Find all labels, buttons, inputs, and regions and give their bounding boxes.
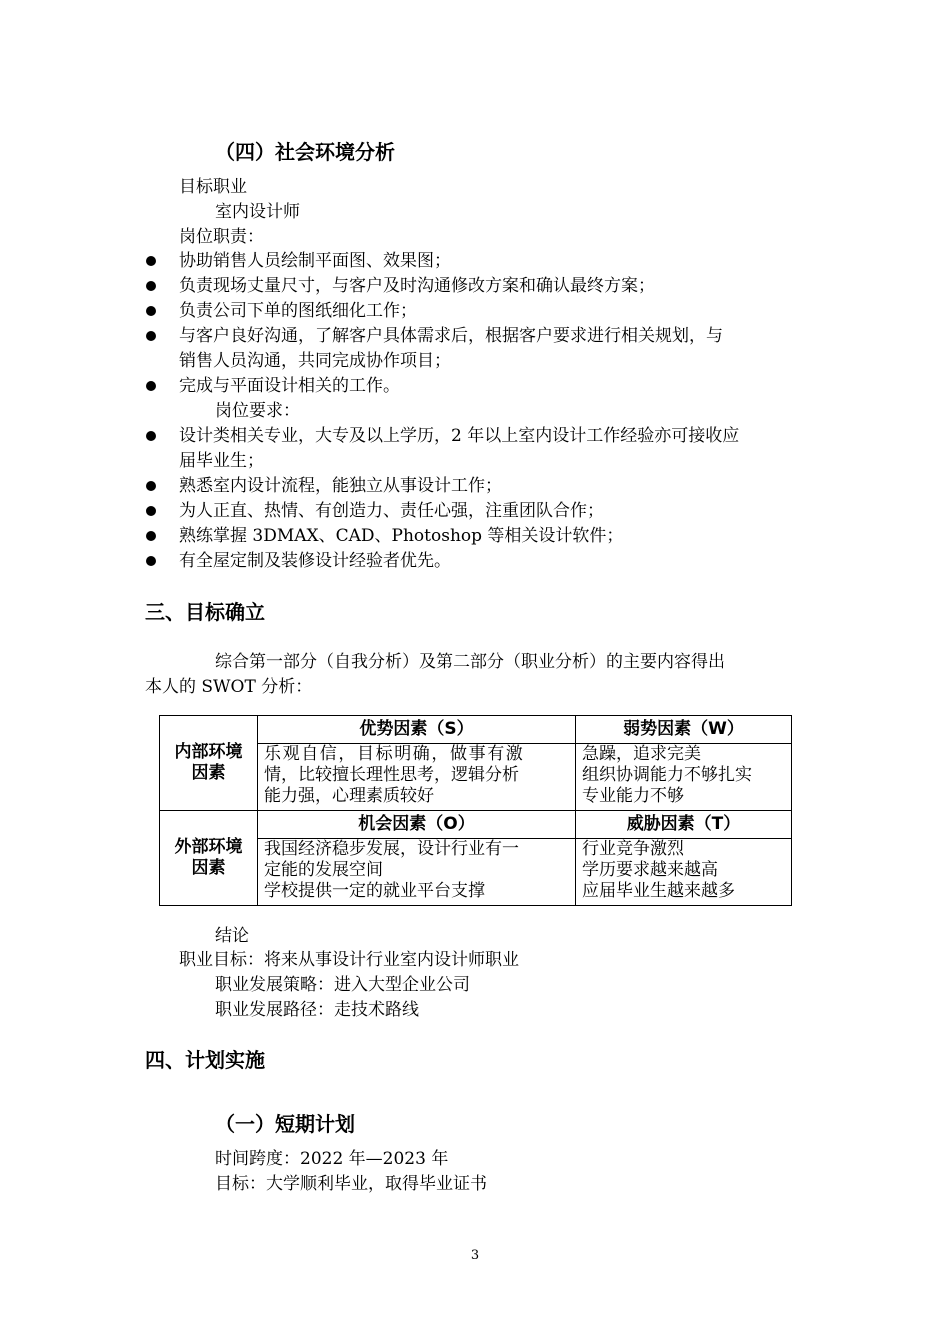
bullet-icon xyxy=(146,531,156,541)
threats-line: 行业竞争激烈 xyxy=(582,839,684,859)
requirement-item: 设计类相关专业，大专及以上学历，2 年以上室内设计工作经验亦可接收应 xyxy=(179,426,740,446)
swot-table xyxy=(159,715,792,906)
bullet-icon xyxy=(146,556,156,566)
duty-item: 完成与平面设计相关的工作。 xyxy=(179,376,400,396)
target-career-value: 室内设计师 xyxy=(215,202,300,222)
external-factors-label-line1: 外部环境 xyxy=(174,837,243,857)
requirement-item-continued: 届毕业生； xyxy=(179,451,264,471)
duty-item-continued: 销售人员沟通，共同完成协作项目； xyxy=(179,351,451,371)
subsection-heading-short-term: （一）短期计划 xyxy=(215,1112,355,1136)
external-factors-label-line2: 因素 xyxy=(191,858,226,878)
swot-intro-line1: 综合第一部分（自我分析）及第二部分（职业分析）的主要内容得出 xyxy=(215,652,725,672)
internal-factors-label-line2: 因素 xyxy=(191,763,226,783)
section-heading-social-analysis: （四）社会环境分析 xyxy=(215,140,395,164)
career-strategy: 职业发展策略：进入大型企业公司 xyxy=(215,975,470,995)
target-career-label: 目标职业 xyxy=(179,177,247,197)
requirement-item: 熟悉室内设计流程，能独立从事设计工作； xyxy=(179,476,502,496)
bullet-icon xyxy=(146,281,156,291)
strengths-line: 情，比较擅长理性思考，逻辑分析 xyxy=(264,765,519,785)
external-factors-label xyxy=(160,811,258,906)
career-path: 职业发展路径：走技术路线 xyxy=(215,1000,419,1020)
weaknesses-cell xyxy=(576,744,792,811)
weaknesses-header: 弱势因素（W） xyxy=(576,716,792,744)
bullet-icon xyxy=(146,306,156,316)
duty-item: 与客户良好沟通，了解客户具体需求后，根据客户要求进行相关规划，与 xyxy=(179,326,723,346)
internal-factors-label-line1: 内部环境 xyxy=(174,742,243,762)
requirement-item: 有全屋定制及装修设计经验者优先。 xyxy=(179,551,451,571)
threats-header: 威胁因素（T） xyxy=(576,811,792,839)
duties-label: 岗位职责： xyxy=(179,227,264,247)
internal-factors-label xyxy=(160,716,258,811)
opportunities-line: 定能的发展空间 xyxy=(264,860,383,880)
requirements-label: 岗位要求： xyxy=(215,401,300,421)
opportunities-cell xyxy=(258,839,576,906)
opportunities-line: 我国经济稳步发展，设计行业有一 xyxy=(264,839,519,859)
weaknesses-line: 专业能力不够 xyxy=(582,786,684,806)
bullet-icon xyxy=(146,256,156,266)
requirement-item: 熟练掌握 3DMAX、CAD、Photoshop 等相关设计软件； xyxy=(179,526,624,546)
strengths-line: 乐观自信，目标明确，做事有激 xyxy=(264,744,525,764)
plan-goal: 目标：大学顺利毕业，取得毕业证书 xyxy=(215,1174,487,1194)
bullet-icon xyxy=(146,431,156,441)
plan-timespan: 时间跨度：2022 年—2023 年 xyxy=(215,1149,449,1169)
section-heading-plan: 四、计划实施 xyxy=(145,1048,265,1072)
page-number: 3 xyxy=(470,1248,480,1263)
bullet-icon xyxy=(146,481,156,491)
opportunities-header: 机会因素（O） xyxy=(258,811,576,839)
weaknesses-line: 组织协调能力不够扎实 xyxy=(582,765,752,785)
weaknesses-line: 急躁，追求完美 xyxy=(582,744,701,764)
duty-item: 负责公司下单的图纸细化工作； xyxy=(179,301,417,321)
threats-line: 应届毕业生越来越多 xyxy=(582,881,735,901)
career-goal: 职业目标：将来从事设计行业室内设计师职业 xyxy=(179,950,519,970)
duty-item: 协助销售人员绘制平面图、效果图； xyxy=(179,251,451,271)
bullet-icon xyxy=(146,506,156,516)
strengths-header: 优势因素（S） xyxy=(258,716,576,744)
swot-intro-line2: 本人的 SWOT 分析： xyxy=(145,677,313,697)
requirement-item: 为人正直、热情、有创造力、责任心强，注重团队合作； xyxy=(179,501,604,521)
bullet-icon xyxy=(146,331,156,341)
threats-cell xyxy=(576,839,792,906)
strengths-line: 能力强，心理素质较好 xyxy=(264,786,434,806)
duty-item: 负责现场丈量尺寸，与客户及时沟通修改方案和确认最终方案； xyxy=(179,276,655,296)
bullet-icon xyxy=(146,381,156,391)
threats-line: 学历要求越来越高 xyxy=(582,860,718,880)
section-heading-goal-setting: 三、目标确立 xyxy=(145,600,265,624)
conclusion-label: 结论 xyxy=(215,926,249,946)
opportunities-line: 学校提供一定的就业平台支撑 xyxy=(264,881,485,901)
strengths-cell xyxy=(258,744,576,811)
